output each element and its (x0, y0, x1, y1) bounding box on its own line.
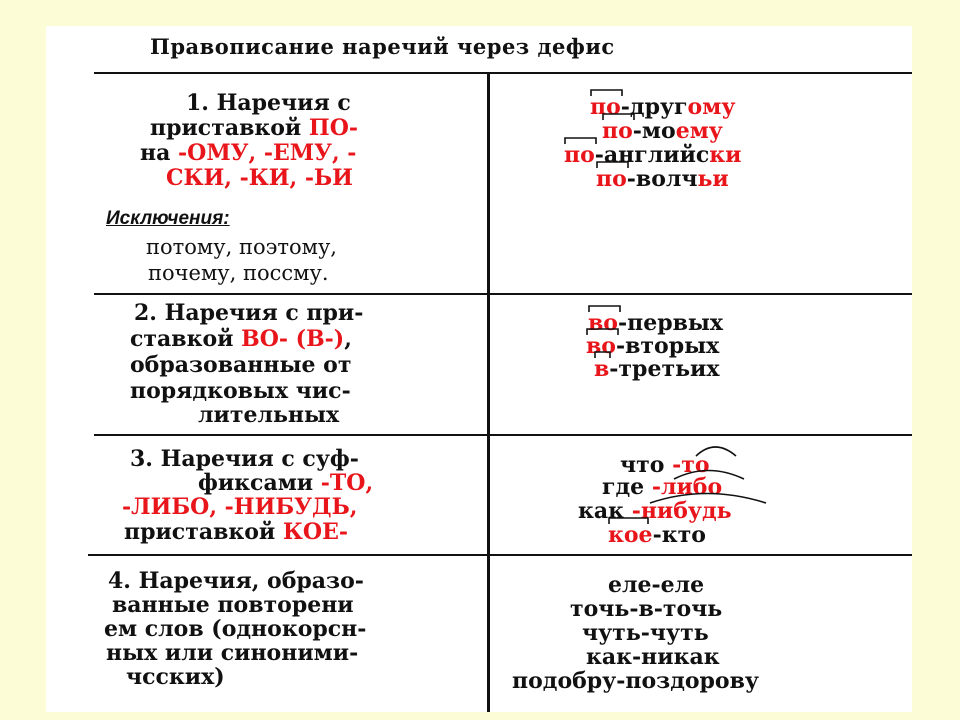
rule-2-line (130, 378, 351, 404)
text-run: чсских) (126, 664, 225, 690)
rule-1-line (150, 115, 358, 141)
rule-3-line (122, 494, 357, 520)
highlighted-morpheme: КОЕ- (282, 519, 348, 545)
text-run: приставкой (150, 115, 309, 141)
highlighted-morpheme: ому (687, 94, 736, 120)
rule-1-line (140, 140, 356, 166)
text-run: , (344, 326, 352, 352)
text-run: 4. Наречия, образо- (108, 568, 364, 594)
highlighted-morpheme: -то (672, 452, 710, 478)
text-run: точь-в-точь (570, 596, 723, 622)
highlighted-morpheme: ВО- (В-) (241, 326, 345, 352)
column-divider (487, 72, 490, 712)
example-line (578, 498, 732, 524)
text-run: что (620, 452, 673, 478)
row-rule-3 (88, 554, 912, 556)
example-line (602, 118, 723, 144)
highlighted-morpheme: ему (675, 118, 723, 144)
text-run: -кто (652, 522, 706, 548)
text-run: образованные от (130, 352, 352, 378)
highlighted-morpheme: кое (608, 522, 653, 548)
rule-4-line (108, 568, 364, 594)
text-run: -мо (632, 118, 676, 144)
text-run: -третьих (609, 356, 720, 382)
text-run: 1. Наречия с (186, 90, 351, 116)
highlighted-morpheme: во (588, 310, 618, 336)
text-run: потому, поэтому, (146, 235, 337, 259)
highlighted-morpheme: во (586, 333, 616, 359)
example-line (586, 644, 720, 670)
highlighted-morpheme: по (596, 166, 627, 192)
example-line (564, 142, 742, 168)
row-rule-1 (94, 293, 912, 295)
exceptions-label: Исключения: (106, 208, 230, 229)
text-run: ставкой (130, 326, 242, 352)
rule-4-line (104, 616, 366, 642)
highlighted-morpheme: ки (709, 142, 742, 168)
text-run: ных или синоними- (106, 640, 359, 666)
rule-1-line (166, 165, 353, 191)
table-title: Правописание наречий через дефис (150, 34, 615, 59)
example-line (608, 522, 706, 548)
rule-1-line (186, 90, 351, 116)
text-run: -английс (594, 142, 710, 168)
highlighted-morpheme: по (602, 118, 633, 144)
text-run: порядковых чис- (130, 378, 351, 404)
example-line (582, 620, 709, 646)
row-rule-2 (94, 434, 912, 436)
text-run: 3. Наречия с суф- (130, 446, 359, 472)
exception-line (146, 234, 337, 260)
text-run: на (140, 140, 179, 166)
text-run: лительных (198, 402, 340, 428)
text-run: еле-еле (608, 572, 705, 598)
rule-2-line (134, 300, 363, 326)
highlighted-morpheme: по (590, 94, 621, 120)
text-run: ем слов (однокорсн- (104, 616, 367, 642)
example-line (596, 166, 729, 192)
text-run: -волч (626, 166, 698, 192)
header-rule (94, 72, 912, 74)
highlighted-morpheme: -нибудь (631, 498, 732, 524)
text-run: где (602, 474, 652, 500)
text-run: -вторых (615, 333, 720, 359)
highlighted-morpheme: по (564, 142, 595, 168)
highlighted-morpheme: ПО- (308, 115, 358, 141)
example-line (590, 94, 735, 120)
rule-3-line (198, 470, 373, 496)
text-run: чуть-чуть (582, 620, 709, 646)
highlighted-morpheme: в (594, 356, 610, 382)
example-line (602, 474, 722, 500)
highlighted-morpheme: -либо (651, 474, 723, 500)
rule-4-line (106, 640, 358, 666)
text-run: 2. Наречия с при- (134, 300, 364, 326)
example-line (512, 668, 759, 694)
text-run: ванные повторени (112, 592, 354, 618)
text-run: -первых (617, 310, 724, 336)
example-line (594, 356, 719, 382)
highlighted-morpheme: -ЛИБО, -НИБУДЬ, (122, 494, 358, 520)
example-line (570, 596, 722, 622)
text-run: почему, поссму. (148, 261, 329, 285)
highlighted-morpheme: -ОМУ, -ЕМУ, - (178, 140, 357, 166)
slide (46, 26, 912, 712)
text-run: как-никак (586, 644, 720, 670)
text-run: -друг (620, 94, 688, 120)
text-run: подобру-поздорову (512, 668, 759, 694)
rule-2-line (130, 326, 352, 352)
rule-3-line (124, 519, 348, 545)
text-run: фиксами (198, 470, 321, 496)
rule-2-line (198, 402, 339, 428)
exception-line (148, 260, 329, 286)
rule-3-line (130, 446, 359, 472)
text-run: как (578, 498, 632, 524)
highlighted-morpheme: ьи (697, 166, 729, 192)
rule-4-line (126, 664, 225, 690)
rule-2-line (130, 352, 351, 378)
example-line (608, 572, 704, 598)
highlighted-morpheme: -ТО, (320, 470, 374, 496)
text-run: приставкой (124, 519, 283, 545)
rule-4-line (112, 592, 354, 618)
highlighted-morpheme: СКИ, -КИ, -ЬИ (166, 165, 353, 191)
